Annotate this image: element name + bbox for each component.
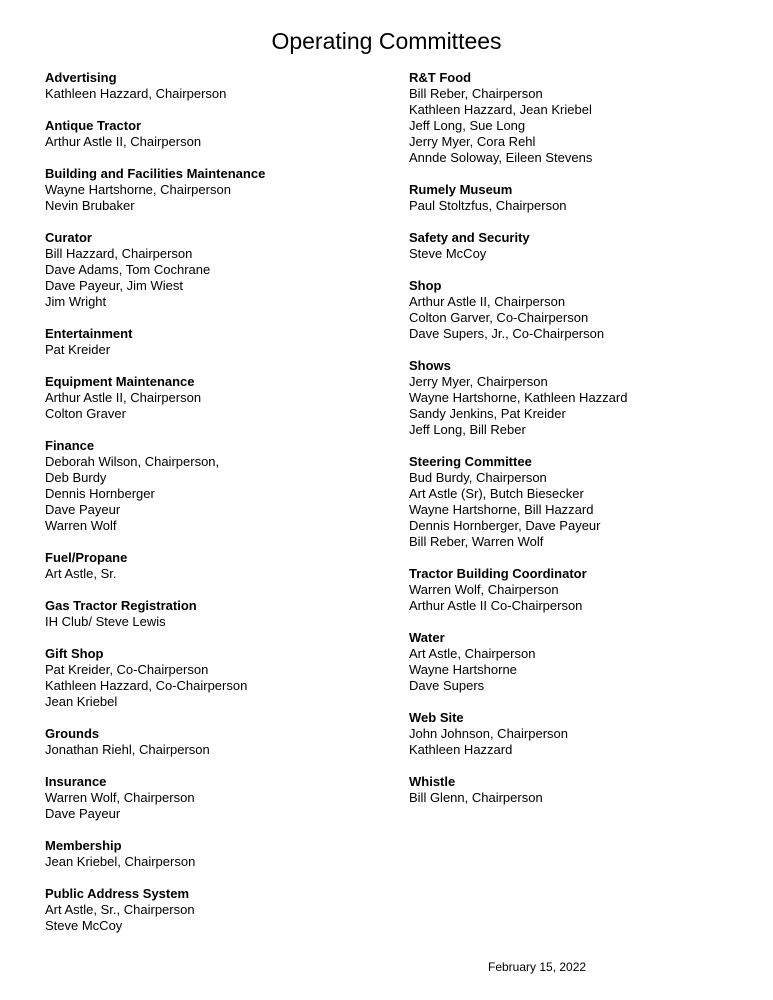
- committee-member-line: Jim Wright: [45, 294, 107, 309]
- committee-member-line: Bill Reber, Warren Wolf: [409, 534, 544, 549]
- committee-name: Fuel/Propane: [45, 550, 128, 565]
- committee-member-line: Dennis Hornberger: [45, 486, 155, 501]
- committee-block: [45, 166, 375, 214]
- committee-member-line: Arthur Astle II, Chairperson: [45, 390, 202, 405]
- committee-name: Grounds: [45, 726, 100, 741]
- left-committee-column: [45, 70, 375, 950]
- committee-block: [409, 182, 749, 214]
- committee-name: Water: [409, 630, 445, 645]
- committee-member-line: Art Astle, Sr.: [45, 566, 117, 581]
- committee-member-line: Wayne Hartshorne, Kathleen Hazzard: [409, 390, 628, 405]
- committee-member-line: Warren Wolf: [45, 518, 117, 533]
- committee-block: [45, 70, 375, 102]
- committee-name: Gift Shop: [45, 646, 104, 661]
- committee-block: [45, 646, 375, 710]
- committee-name: Building and Facilities Maintenance: [45, 166, 266, 181]
- committee-member-line: Art Astle (Sr), Butch Biesecker: [409, 486, 584, 501]
- committee-name: Public Address System: [45, 886, 190, 901]
- committee-member-line: Pat Kreider: [45, 342, 111, 357]
- committee-member-line: Dave Payeur, Jim Wiest: [45, 278, 183, 293]
- committee-member-line: Steve McCoy: [409, 246, 487, 261]
- committee-name: Finance: [45, 438, 95, 453]
- committee-member-line: Bill Reber, Chairperson: [409, 86, 543, 101]
- committee-member-line: Jean Kriebel: [45, 694, 118, 709]
- committee-member-line: Kathleen Hazzard, Co-Chairperson: [45, 678, 248, 693]
- committee-member-line: Dave Adams, Tom Cochrane: [45, 262, 211, 277]
- committee-block: [409, 774, 749, 806]
- committee-name: Steering Committee: [409, 454, 532, 469]
- committee-block: [45, 598, 375, 630]
- committee-name: Advertising: [45, 70, 117, 85]
- page-title: Operating Committees: [271, 28, 502, 54]
- right-committee-column: [409, 70, 749, 822]
- committee-name: Curator: [45, 230, 92, 245]
- committee-member-line: Colton Garver, Co-Chairperson: [409, 310, 589, 325]
- committee-member-line: Jerry Myer, Chairperson: [409, 374, 548, 389]
- committee-member-line: Jean Kriebel, Chairperson: [45, 854, 196, 869]
- committee-member-line: Steve McCoy: [45, 918, 123, 933]
- committee-member-line: Art Astle, Sr., Chairperson: [45, 902, 195, 917]
- committee-member-line: Jerry Myer, Cora Rehl: [409, 134, 536, 149]
- committee-member-line: Kathleen Hazzard, Jean Kriebel: [409, 102, 592, 117]
- committee-member-line: Bill Hazzard, Chairperson: [45, 246, 193, 261]
- committee-block: [409, 630, 749, 694]
- committee-member-line: Wayne Hartshorne, Chairperson: [45, 182, 231, 197]
- committee-member-line: Arthur Astle II Co-Chairperson: [409, 598, 583, 613]
- committee-block: [45, 726, 375, 758]
- committee-member-line: Warren Wolf, Chairperson: [45, 790, 195, 805]
- committee-name: Whistle: [409, 774, 456, 789]
- committee-name: Membership: [45, 838, 122, 853]
- committee-member-line: Dennis Hornberger, Dave Payeur: [409, 518, 601, 533]
- committee-block: [45, 438, 375, 534]
- committee-block: [409, 566, 749, 614]
- committee-member-line: Pat Kreider, Co-Chairperson: [45, 662, 209, 677]
- committee-member-line: Warren Wolf, Chairperson: [409, 582, 559, 597]
- committee-member-line: Deborah Wilson, Chairperson,: [45, 454, 220, 469]
- committee-block: [409, 358, 749, 438]
- committee-member-line: Kathleen Hazzard, Chairperson: [45, 86, 227, 101]
- committee-member-line: Arthur Astle II, Chairperson: [45, 134, 202, 149]
- committee-member-line: Kathleen Hazzard: [409, 742, 513, 757]
- committee-member-line: Annde Soloway, Eileen Stevens: [409, 150, 593, 165]
- committee-block: [45, 374, 375, 422]
- committee-name: Insurance: [45, 774, 107, 789]
- committee-name: Web Site: [409, 710, 464, 725]
- committee-member-line: Dave Supers: [409, 678, 485, 693]
- committee-name: Rumely Museum: [409, 182, 513, 197]
- committee-member-line: Bud Burdy, Chairperson: [409, 470, 547, 485]
- committee-member-line: Arthur Astle II, Chairperson: [409, 294, 566, 309]
- committee-member-line: John Johnson, Chairperson: [409, 726, 568, 741]
- committee-member-line: Sandy Jenkins, Pat Kreider: [409, 406, 566, 421]
- committee-member-line: Dave Payeur: [45, 502, 121, 517]
- committee-block: [45, 774, 375, 822]
- committee-block: [45, 118, 375, 150]
- committee-name: Antique Tractor: [45, 118, 142, 133]
- committee-name: Shows: [409, 358, 451, 373]
- committee-block: [409, 278, 749, 342]
- committee-member-line: Paul Stoltzfus, Chairperson: [409, 198, 567, 213]
- committee-member-line: Jeff Long, Bill Reber: [409, 422, 526, 437]
- committee-member-line: Wayne Hartshorne: [409, 662, 517, 677]
- committee-name: Entertainment: [45, 326, 133, 341]
- committee-member-line: Nevin Brubaker: [45, 198, 135, 213]
- committee-name: Tractor Building Coordinator: [409, 566, 587, 581]
- committee-member-line: Dave Supers, Jr., Co-Chairperson: [409, 326, 605, 341]
- committee-block: [45, 550, 375, 582]
- committee-name: Shop: [409, 278, 442, 293]
- committee-name: Equipment Maintenance: [45, 374, 195, 389]
- committee-block: [45, 886, 375, 934]
- committee-name: Gas Tractor Registration: [45, 598, 197, 613]
- committee-member-line: Dave Payeur: [45, 806, 121, 821]
- committee-member-line: Wayne Hartshorne, Bill Hazzard: [409, 502, 594, 517]
- committee-name: R&T Food: [409, 70, 472, 85]
- committee-block: [409, 70, 749, 166]
- committee-member-line: Jeff Long, Sue Long: [409, 118, 526, 133]
- committee-member-line: Colton Graver: [45, 406, 126, 421]
- committee-name: Safety and Security: [409, 230, 530, 245]
- committee-member-line: Art Astle, Chairperson: [409, 646, 536, 661]
- committee-block: [409, 230, 749, 262]
- committee-member-line: Bill Glenn, Chairperson: [409, 790, 543, 805]
- committee-block: [409, 710, 749, 758]
- committee-member-line: Jonathan Riehl, Chairperson: [45, 742, 210, 757]
- committee-block: [45, 230, 375, 310]
- committee-block: [45, 326, 375, 358]
- committee-member-line: Deb Burdy: [45, 470, 107, 485]
- footer-date: February 15, 2022: [488, 960, 587, 974]
- committee-block: [409, 454, 749, 550]
- committee-member-line: IH Club/ Steve Lewis: [45, 614, 166, 629]
- committee-block: [45, 838, 375, 870]
